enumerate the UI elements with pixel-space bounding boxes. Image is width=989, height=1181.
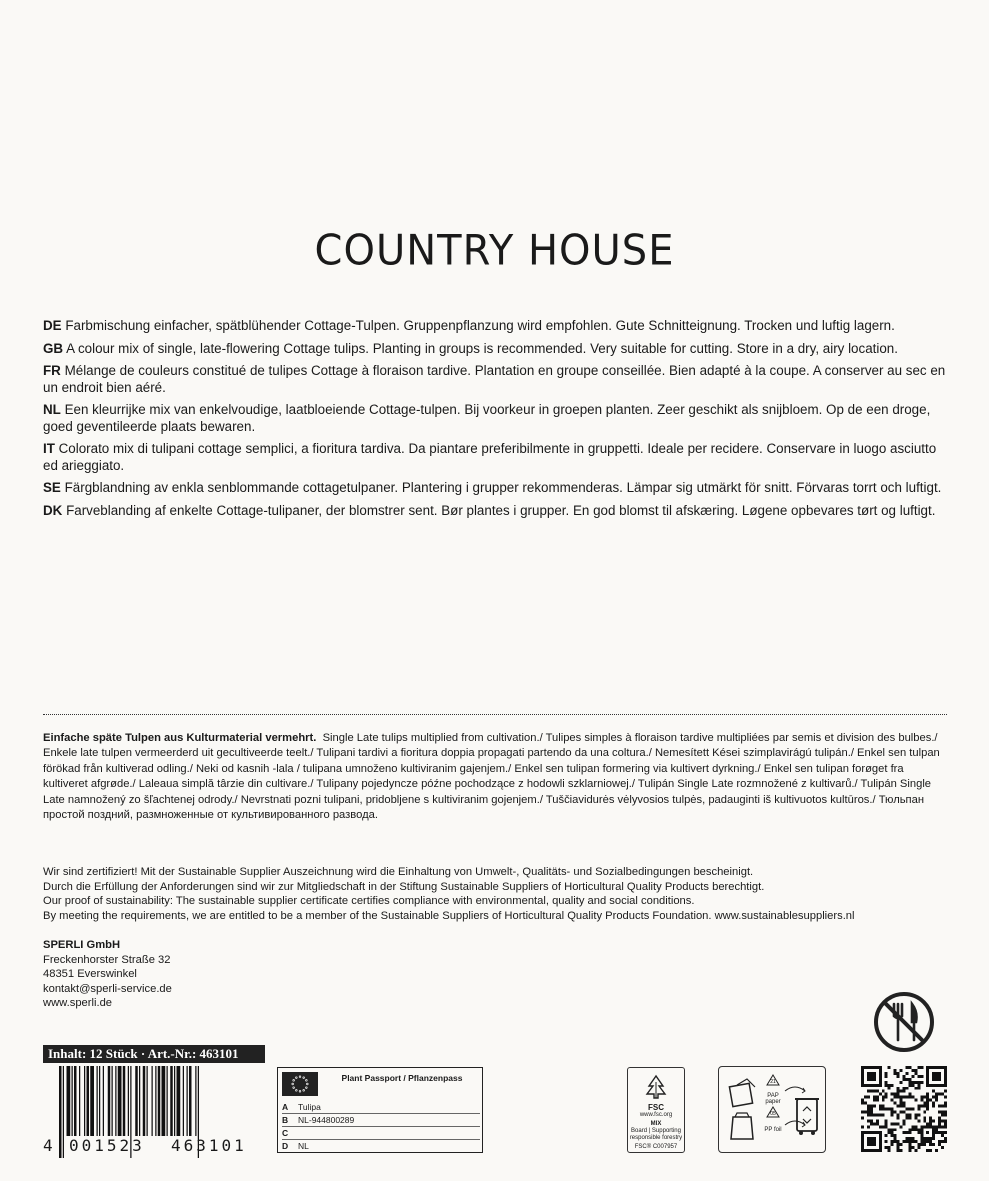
arrow-icon [785, 1087, 805, 1127]
qr-code-icon [861, 1066, 947, 1152]
recycle-num-1: 21 [770, 1079, 776, 1085]
passport-row-d: D NL [282, 1141, 309, 1151]
certification-text: Wir sind zertifiziert! Mit der Sustainable Supplier Auszeichnung wird die Einhaltung von Umwelt-, Qualitäts- und Sozialbedingungen bescheinigt. Durch die Erfüllung der Anforderungen sind wir zur Mitgliedschaft in der Stiftung Sustainable Suppliers of Horticultural Quality Products berechtigt. Our proof of sustainability: The sustainable supplier certificate certifies compliance with environmental, quality and social conditions. By meeting the requirements, we are entitled to be a member of the Sustainable Suppliers of Horticultural Quality Products Foundation. www.sustainablesuppliers.nl [43, 866, 855, 922]
passport-row-c: C [282, 1128, 289, 1138]
city: 48351 Everswinkel [43, 968, 137, 981]
recycle-num-2: 05 [770, 1111, 776, 1117]
barcode-digits: 4 001523 463101 [43, 1136, 247, 1155]
fsc-label: FSC www.fsc.org MIX Board | Supporting responsible forestry FSC® C007957 [627, 1067, 685, 1153]
passport-title: Plant Passport / Pflanzenpass [341, 1073, 463, 1083]
desc-it: IT Colorato mix di tulipani cottage semplici, a fioritura tardiva. Da piantare preferibilmente in gruppetti. Ideale per recidere. Conservare in luogo asciutto ed arieggiato. [43, 441, 937, 473]
desc-dk: DK Farveblanding af enkelte Cottage-tulipaner, der blomstrer sent. Bør plantes i grupper. En god blomst til afskæring. Løgene opbevares tørt og luftigt. [43, 502, 936, 518]
eu-flag-icon [282, 1072, 318, 1096]
recycling-icons [725, 1073, 821, 1148]
passport-row-b: B NL-944800289 [282, 1115, 355, 1125]
no-eat-icon [872, 990, 936, 1054]
recycle-label-foil: PP foil [764, 1127, 782, 1133]
bag-icon [731, 1113, 753, 1139]
content-article-bar: Inhalt: 12 Stück · Art.-Nr.: 463101 [43, 1045, 265, 1063]
box-icon [729, 1079, 755, 1107]
email: kontakt@sperli-service.de [43, 982, 172, 995]
desc-de: DE Farbmischung einfacher, spätblühender Cottage-Tulpen. Gruppenpflanzung wird empfohlen. Gute Schnitteignung. Trocken und luftig lagern. [43, 318, 895, 333]
company-name: SPERLI GmbH [43, 939, 121, 951]
desc-se: SE Färgblandning av enkla senblommande cottagetulpaner. Plantering i grupper rekommenderas. Lämpar sig utmärkt för snitt. Förvaras torrt och luftigt. [43, 480, 942, 495]
company-address [43, 938, 343, 1011]
website: www.sperli.de [43, 997, 113, 1010]
botanical-description: Einfache späte Tulpen aus Kulturmaterial vermehrt. Single Late tulips multiplied from cultivation./ Tulipes simples à floraison tardive multipliées par semis et division des bulbes./ Enkele late tulpen vermeerderd uit gecultiveerde teelt./ Tulipani tardivi a fioritura doppia propagati partendo da una coltura./ Nemesített Kései szimplavirágú tulipán./ Enkel sen tulpan förökad från kultiverad odling./ Neki od kasnih -lala / tulipana umnoženo kultiviranim gajenjem./ Enkel sen tulipan formering via kultivert dyrkning./ Enkel sen tulipan forøget fra kultiveret afgrøde./ Laleaua simplă târzie din cultivare./ Tulipany pojedyncze późne pochodzące z hodowli szklarniowej./ Tulipán Single Late rozmnožené z kultivarů./ Tulipán Single Late namnožený zo šľachtenej odrody./ Nevrstnati pozni tulipani, pridobljene s kultiviranim gojenjem./ Tuščiavidurės vėlyvosios tulpės, padaugintі iš kultivuotos kultūros./ Тюльпан простой поздний, размноженные от культивированного развода. [43, 732, 940, 822]
fsc-tree-icon [643, 1074, 669, 1100]
desc-gb: GB A colour mix of single, late-flowering Cottage tulips. Planting in groups is recommended. Very suitable for cutting. Store in a dry, airy location. [43, 340, 898, 356]
passport-row-a: A Tulipa [282, 1102, 321, 1112]
desc-fr: FR Mélange de couleurs constitué de tulipes Cottage à floraison tardive. Plantation en groupe conseillée. Bien adapté à la coupe. A conserver au sec en un endroit bien aéré. [43, 363, 946, 395]
desc-nl: NL Een kleurrijke mix van enkelvoudige, laatbloeiende Cottage-tulpen. Bij voorkeur in groepen planten. Zeer geschikt als snijbloem. Op de een droge, goed geventileerde plaats bewaren. [43, 402, 931, 434]
recycling-label [718, 1066, 826, 1153]
recycle-label-paper: PAP paper [765, 1093, 781, 1105]
street: Freckenhorster Straße 32 [43, 953, 171, 966]
bin-icon [795, 1099, 819, 1135]
product-title: COUNTRY HOUSE [314, 226, 675, 276]
dotted-divider [43, 714, 947, 715]
description-block [43, 318, 948, 525]
plant-passport [277, 1067, 483, 1153]
